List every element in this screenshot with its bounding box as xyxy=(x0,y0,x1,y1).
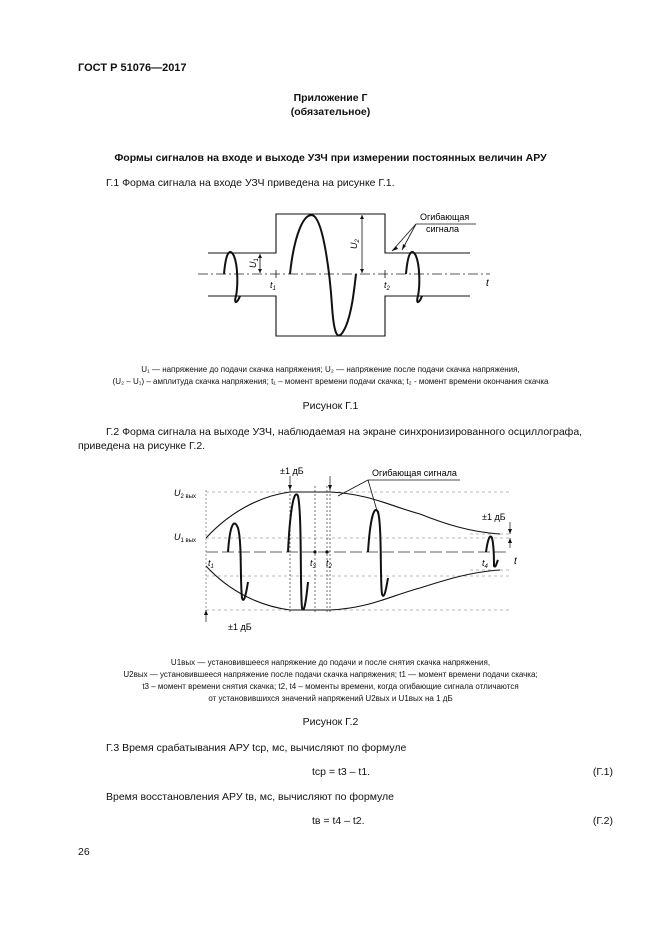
section-title: Формы сигналов на входе и выходе УЗЧ при измерении постоянных величин АРУ xyxy=(114,152,547,164)
appendix-status: (обязательное) xyxy=(290,106,371,118)
fig2-caption-line3: t3 – момент времени снятия скачка; t2, t4 – моменты времени, когда огибающие сигнала отличаются xyxy=(142,682,519,691)
u2out-label: $U_{2 вых}$ xyxy=(174,488,197,500)
db-right-label: ±1 дБ xyxy=(482,512,506,522)
paragraph-recovery: Время восстановления АРУ tв, мс, вычисляют по формуле xyxy=(106,791,395,803)
fig1-title: Рисунок Г.1 xyxy=(302,400,359,412)
formula-g2-number: (Г.2) xyxy=(592,815,613,827)
t-label: t xyxy=(514,556,517,567)
small-wave-right xyxy=(406,252,422,302)
lower-envelope xyxy=(206,566,500,610)
small-wave-left xyxy=(224,252,240,302)
paragraph-g2: Г.2 Форма сигнала на выходе УЗЧ, наблюдаемая на экране синхронизированного осциллографа, приведена на рисунке Г.2. xyxy=(78,426,583,452)
formula-g2: tв = t4 – t2. xyxy=(312,815,365,827)
fig2-caption-line2: U2вых — установившееся напряжение после подачи скачка напряжения; t1 — момент времени подачи скачка; xyxy=(123,670,538,679)
t3-label: $t_3$ xyxy=(310,558,316,570)
paragraph-g1: Г.1 Форма сигнала на входе УЗЧ приведена на рисунке Г.1. xyxy=(106,177,395,189)
formula-g1-number: (Г.1) xyxy=(592,766,613,778)
t4-label: $t_4$ xyxy=(482,558,488,570)
formula-g1: tср = t3 – t1. xyxy=(312,766,371,778)
u2-label: $U_2$ xyxy=(349,239,361,249)
t2-label: $t_2$ xyxy=(326,558,332,570)
u1-label: $U_1$ xyxy=(248,258,260,268)
t1-label: $t_1$ xyxy=(208,558,214,570)
appendix-title: Приложение Г xyxy=(293,92,368,104)
db-top-label: ±1 дБ xyxy=(280,466,304,476)
u1out-label: $U_{1 вых}$ xyxy=(174,532,197,544)
figure-g1 xyxy=(190,196,510,346)
t-label: t xyxy=(486,278,489,289)
figure-g2 xyxy=(170,462,530,642)
document-header: ГОСТ Р 51076—2017 xyxy=(78,62,187,74)
large-wave xyxy=(290,215,356,335)
upper-envelope xyxy=(206,492,500,538)
wave-3 xyxy=(368,510,388,596)
wave-4 xyxy=(486,537,498,567)
fig1-caption-line1: U₁ — напряжение до подачи скачка напряжения; U₂ — напряжение после подачи скачка напряжения, xyxy=(141,365,520,374)
fig2-caption-line4: от установившихся значений напряжений U2вых и U1вых на 1 дБ xyxy=(208,694,453,703)
t1-label: $t_1$ xyxy=(270,280,276,292)
fig2-title: Рисунок Г.2 xyxy=(302,716,359,728)
fig1-caption-line2: (U₂ – U₁) – амплитуда скачка напряжения; t₁ – момент времени подачи скачка; t₂ - момент времени окончания скачка xyxy=(112,377,549,386)
envelope-label: Огибающая сигнала xyxy=(372,468,457,478)
db-bottom-label: ±1 дБ xyxy=(228,622,252,632)
envelope-label-2: сигнала xyxy=(426,224,460,234)
lower-envelope xyxy=(208,296,470,336)
t2-label: $t_2$ xyxy=(384,280,390,292)
envelope-label-1: Огибающая xyxy=(420,212,470,222)
fig2-caption-line1: U1вых — установившееся напряжение до подачи и после снятия скачка напряжения, xyxy=(170,658,491,667)
page-number: 26 xyxy=(78,846,90,858)
paragraph-g3: Г.3 Время срабатывания АРУ tср, мс, вычисляют по формуле xyxy=(106,742,407,754)
